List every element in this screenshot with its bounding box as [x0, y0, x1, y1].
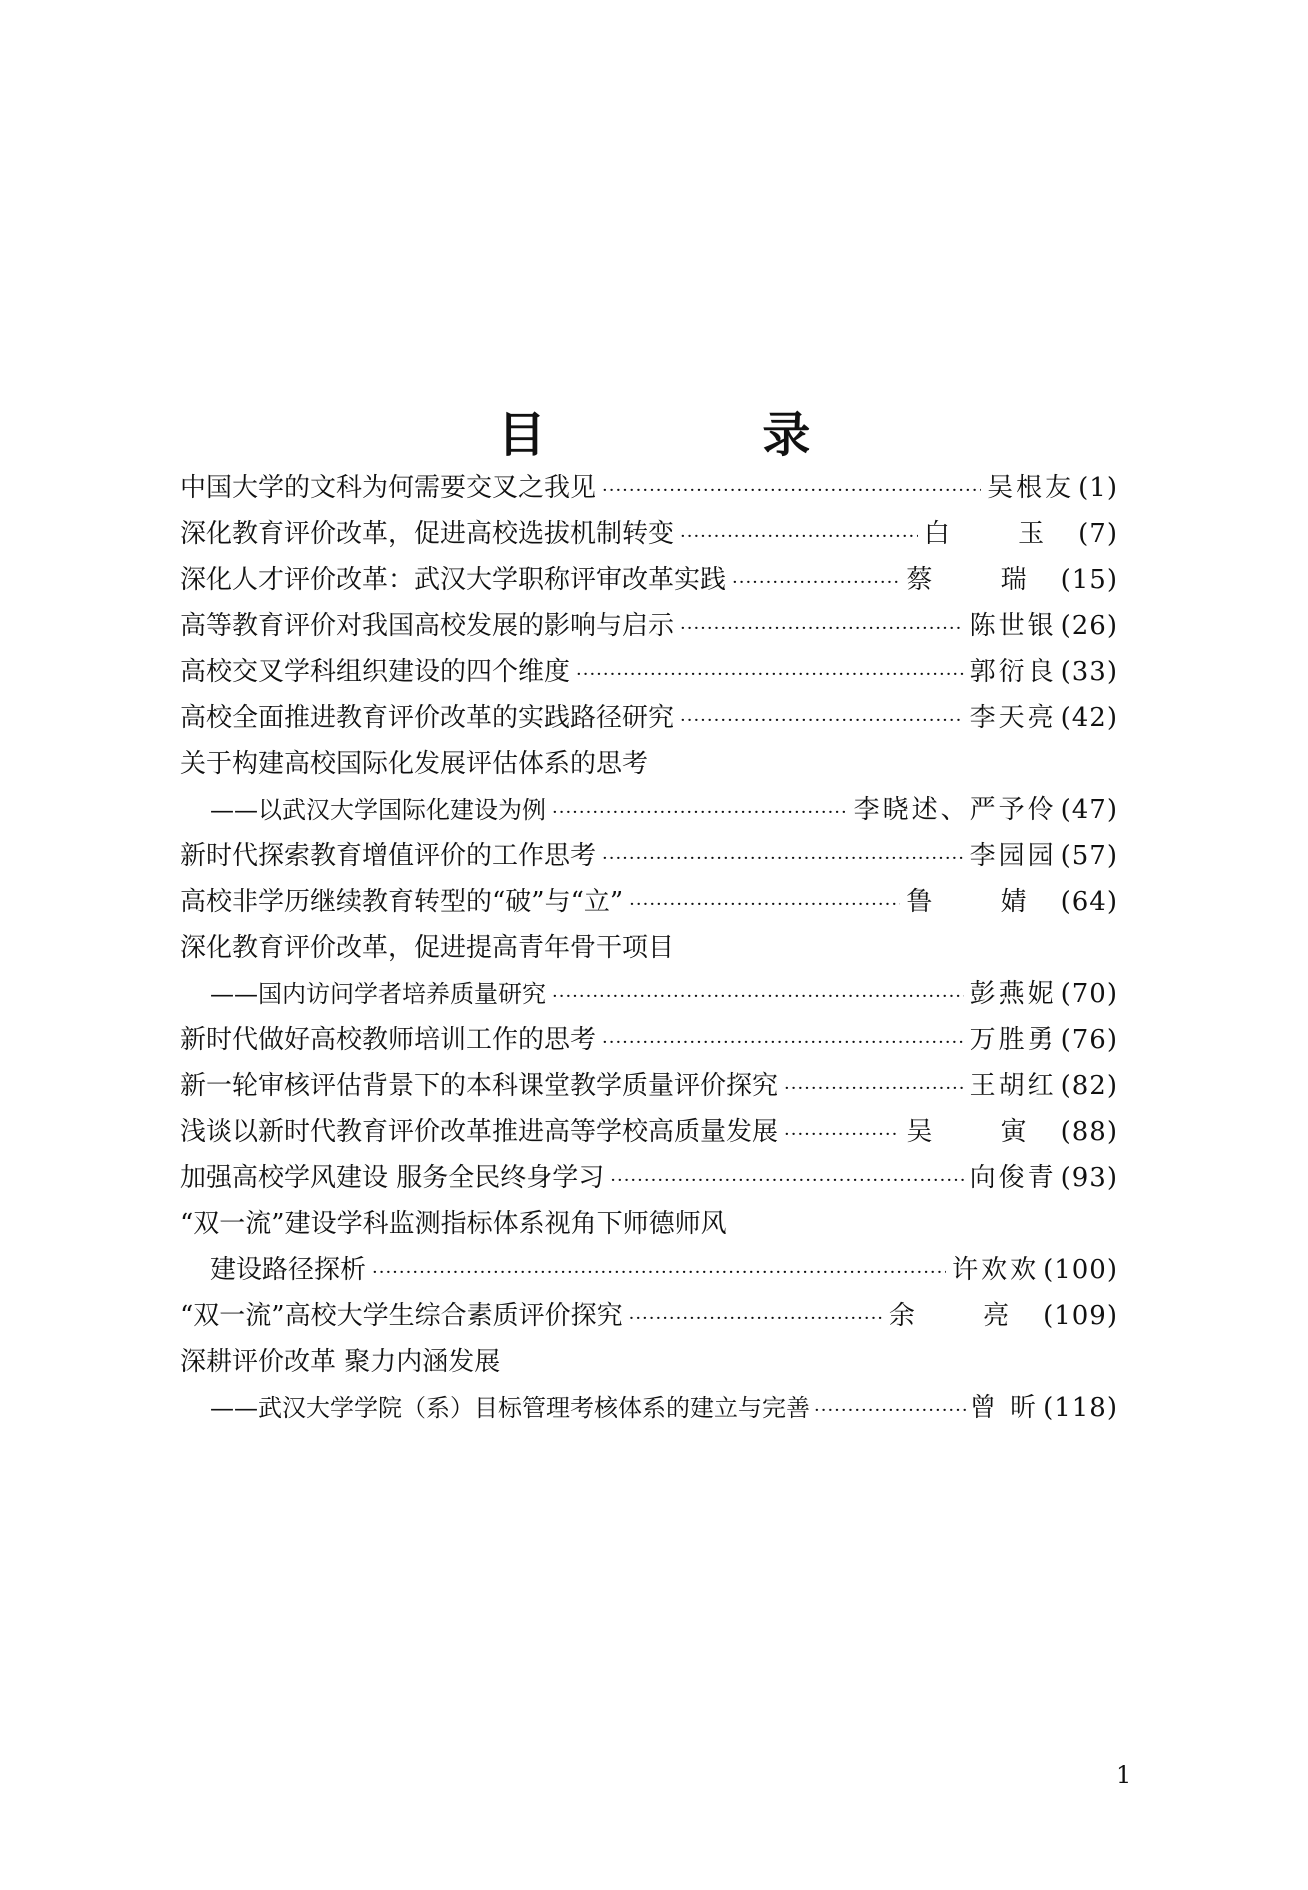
- entry-subtitle: 建设路径探析: [210, 1255, 367, 1285]
- toc-entry-12[interactable]: [180, 1066, 1118, 1106]
- entry-title: 深化教育评价改革，促进提高青年骨干项目: [180, 933, 675, 963]
- entry-author: 李晓述、严予伶: [853, 795, 1057, 825]
- entry-page: (70): [1060, 979, 1118, 1009]
- leader-dots: [552, 977, 964, 1017]
- entry-title: 高校全面推进教育评价改革的实践路径研究: [180, 703, 675, 733]
- entry-page: (1): [1078, 473, 1118, 503]
- toc-entry-10-title[interactable]: [180, 928, 1118, 968]
- leader-dots: [680, 701, 964, 741]
- entry-title: 新时代做好高校教师培训工作的思考: [180, 1025, 597, 1055]
- entry-title: “双一流”建设学科监测指标体系视角下师德师风: [180, 1209, 727, 1239]
- leader-dots: [629, 885, 900, 925]
- toc-entry-7-subtitle[interactable]: [210, 790, 1118, 830]
- toc-entry-16[interactable]: [180, 1296, 1118, 1336]
- entry-page: (88): [1060, 1117, 1118, 1147]
- entry-title: 深化人才评价改革：武汉大学职称评审改革实践: [180, 565, 727, 595]
- toc-entry-5[interactable]: [180, 652, 1118, 692]
- toc-entry-11[interactable]: [180, 1020, 1118, 1060]
- page-number: 1: [1116, 1761, 1132, 1789]
- entry-page: (47): [1060, 795, 1118, 825]
- entry-author: 余 亮: [888, 1301, 1040, 1331]
- toc-entry-4[interactable]: [180, 606, 1118, 646]
- toc-entry-13[interactable]: [180, 1112, 1118, 1152]
- entry-title: 高校交叉学科组织建设的四个维度: [180, 657, 571, 687]
- toc-entry-17-title[interactable]: [180, 1342, 1118, 1382]
- entry-title: 浅谈以新时代教育评价改革推进高等学校高质量发展: [180, 1117, 779, 1147]
- entry-title: 中国大学的文科为何需要交叉之我见: [180, 473, 597, 503]
- entry-subtitle: ——国内访问学者培养质量研究: [210, 980, 546, 1008]
- entry-author: 蔡 瑞: [906, 565, 1057, 595]
- entry-page: (118): [1043, 1393, 1118, 1423]
- entry-author: 李园园: [969, 841, 1057, 871]
- entry-author: 吴根友: [987, 473, 1075, 503]
- entry-author: 吴 寅: [906, 1117, 1057, 1147]
- entry-title: 新时代探索教育增值评价的工作思考: [180, 841, 597, 871]
- leader-dots: [732, 563, 900, 603]
- toc-entry-2[interactable]: [180, 514, 1118, 554]
- entry-subtitle: ——以武汉大学国际化建设为例: [210, 796, 546, 824]
- entry-page: (42): [1060, 703, 1118, 733]
- leader-dots: [680, 609, 964, 649]
- toc-entry-7-title[interactable]: [180, 744, 1118, 784]
- entry-title: 深耕评价改革 聚力内涵发展: [180, 1347, 501, 1377]
- entry-author: 许欢欢: [952, 1255, 1040, 1285]
- entry-title: 深化教育评价改革，促进高校选拔机制转变: [180, 519, 675, 549]
- toc-entry-10-subtitle[interactable]: [210, 974, 1118, 1014]
- entry-page: (82): [1060, 1071, 1118, 1101]
- entry-subtitle: ——武汉大学学院（系）目标管理考核体系的建立与完善: [210, 1394, 810, 1422]
- page-title: 目 录: [497, 407, 911, 463]
- leader-dots: [372, 1253, 946, 1293]
- entry-author: 曾 昕: [969, 1393, 1040, 1423]
- entry-author: 万胜勇: [969, 1025, 1057, 1055]
- toc-entry-9[interactable]: [180, 882, 1118, 922]
- entry-page: (93): [1060, 1163, 1118, 1193]
- entry-title: 高校非学历继续教育转型的“破”与“立”: [180, 887, 624, 917]
- entry-author: 李天亮: [969, 703, 1057, 733]
- entry-title: 加强高校学风建设 服务全民终身学习: [180, 1163, 605, 1193]
- entry-author: 彭燕妮: [969, 979, 1057, 1009]
- entry-page: (57): [1060, 841, 1118, 871]
- entry-author: 陈世银: [969, 611, 1057, 641]
- entry-title: 高等教育评价对我国高校发展的影响与启示: [180, 611, 675, 641]
- toc-entry-15-subtitle[interactable]: [210, 1250, 1118, 1290]
- entry-page: (109): [1043, 1301, 1118, 1331]
- entry-page: (33): [1060, 657, 1118, 687]
- entry-title: “双一流”高校大学生综合素质评价探究: [180, 1301, 623, 1331]
- entry-page: (15): [1060, 565, 1118, 595]
- leader-dots: [602, 1023, 964, 1063]
- toc-entry-3[interactable]: [180, 560, 1118, 600]
- leader-dots: [784, 1115, 900, 1155]
- entry-author: 郭衍良: [969, 657, 1057, 687]
- toc-entry-6[interactable]: [180, 698, 1118, 738]
- toc-entry-15-title[interactable]: [180, 1204, 1118, 1244]
- leader-dots: [629, 1299, 883, 1339]
- entry-title: 新一轮审核评估背景下的本科课堂教学质量评价探究: [180, 1071, 779, 1101]
- leader-dots: [814, 1391, 966, 1431]
- entry-page: (76): [1060, 1025, 1118, 1055]
- leader-dots: [602, 839, 964, 879]
- entry-page: (100): [1043, 1255, 1118, 1285]
- entry-author: 王胡红: [969, 1071, 1057, 1101]
- entry-page: (64): [1060, 887, 1118, 917]
- entry-page: (26): [1060, 611, 1118, 641]
- entry-author: 向俊青: [969, 1163, 1057, 1193]
- entry-author: 鲁 婧: [906, 887, 1057, 917]
- entry-title: 关于构建高校国际化发展评估体系的思考: [180, 749, 649, 779]
- leader-dots: [784, 1069, 964, 1109]
- toc-entry-14[interactable]: [180, 1158, 1118, 1198]
- leader-dots: [576, 655, 964, 695]
- toc-entry-8[interactable]: [180, 836, 1118, 876]
- leader-dots: [610, 1161, 963, 1201]
- entry-author: 白 玉: [923, 519, 1075, 549]
- leader-dots: [552, 793, 848, 833]
- toc-entry-17-subtitle[interactable]: [210, 1388, 1118, 1428]
- toc-entry-1[interactable]: [180, 468, 1118, 508]
- leader-dots: [602, 471, 981, 511]
- entry-page: (7): [1078, 519, 1118, 549]
- leader-dots: [680, 517, 918, 557]
